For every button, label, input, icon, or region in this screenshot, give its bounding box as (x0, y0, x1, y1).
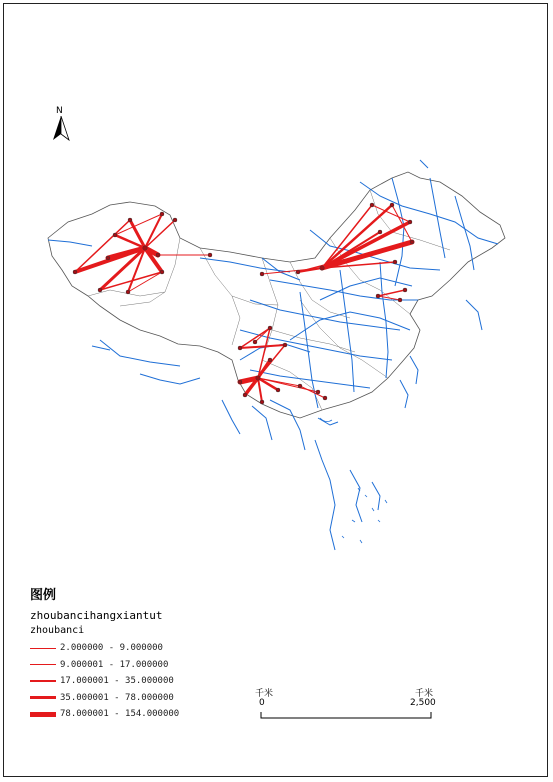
legend-class (30, 640, 250, 657)
legend-class (30, 690, 250, 707)
legend-class (30, 706, 250, 723)
legend-swatch (30, 696, 56, 699)
legend-class-label: 17.000001 - 35.000000 (60, 676, 174, 687)
legend-class-label: 78.000001 - 154.000000 (60, 709, 180, 720)
scale-unit-left: 千米 (255, 689, 274, 699)
scale-line (255, 686, 445, 726)
scale-bar (255, 686, 445, 726)
flight-routes (75, 205, 412, 402)
legend-swatch (30, 712, 56, 717)
city-nodes (73, 203, 414, 404)
legend-class (30, 673, 250, 690)
legend-class-label: 2.000000 - 9.000000 (60, 643, 163, 654)
legend-title: 图例 (30, 588, 57, 603)
scale-end: 2,500 (410, 698, 436, 708)
legend-swatch (30, 664, 56, 665)
legend-class-label: 9.000001 - 17.000000 (60, 659, 169, 670)
legend-class-label: 35.000001 - 78.000000 (60, 692, 174, 703)
north-arrow-icon (50, 116, 72, 156)
scale-unit-right: 千米 (415, 689, 434, 699)
legend-field-name: zhoubanci (30, 625, 85, 636)
north-label: N (56, 106, 63, 116)
scale-start: 0 (259, 698, 265, 708)
legend-layer-name: zhoubancihangxiantut (30, 609, 163, 622)
transport-network (48, 160, 498, 550)
legend-class (30, 657, 250, 674)
legend-swatch (30, 680, 56, 682)
north-arrow (50, 106, 72, 146)
legend-swatch (30, 648, 56, 649)
legend (30, 584, 250, 723)
